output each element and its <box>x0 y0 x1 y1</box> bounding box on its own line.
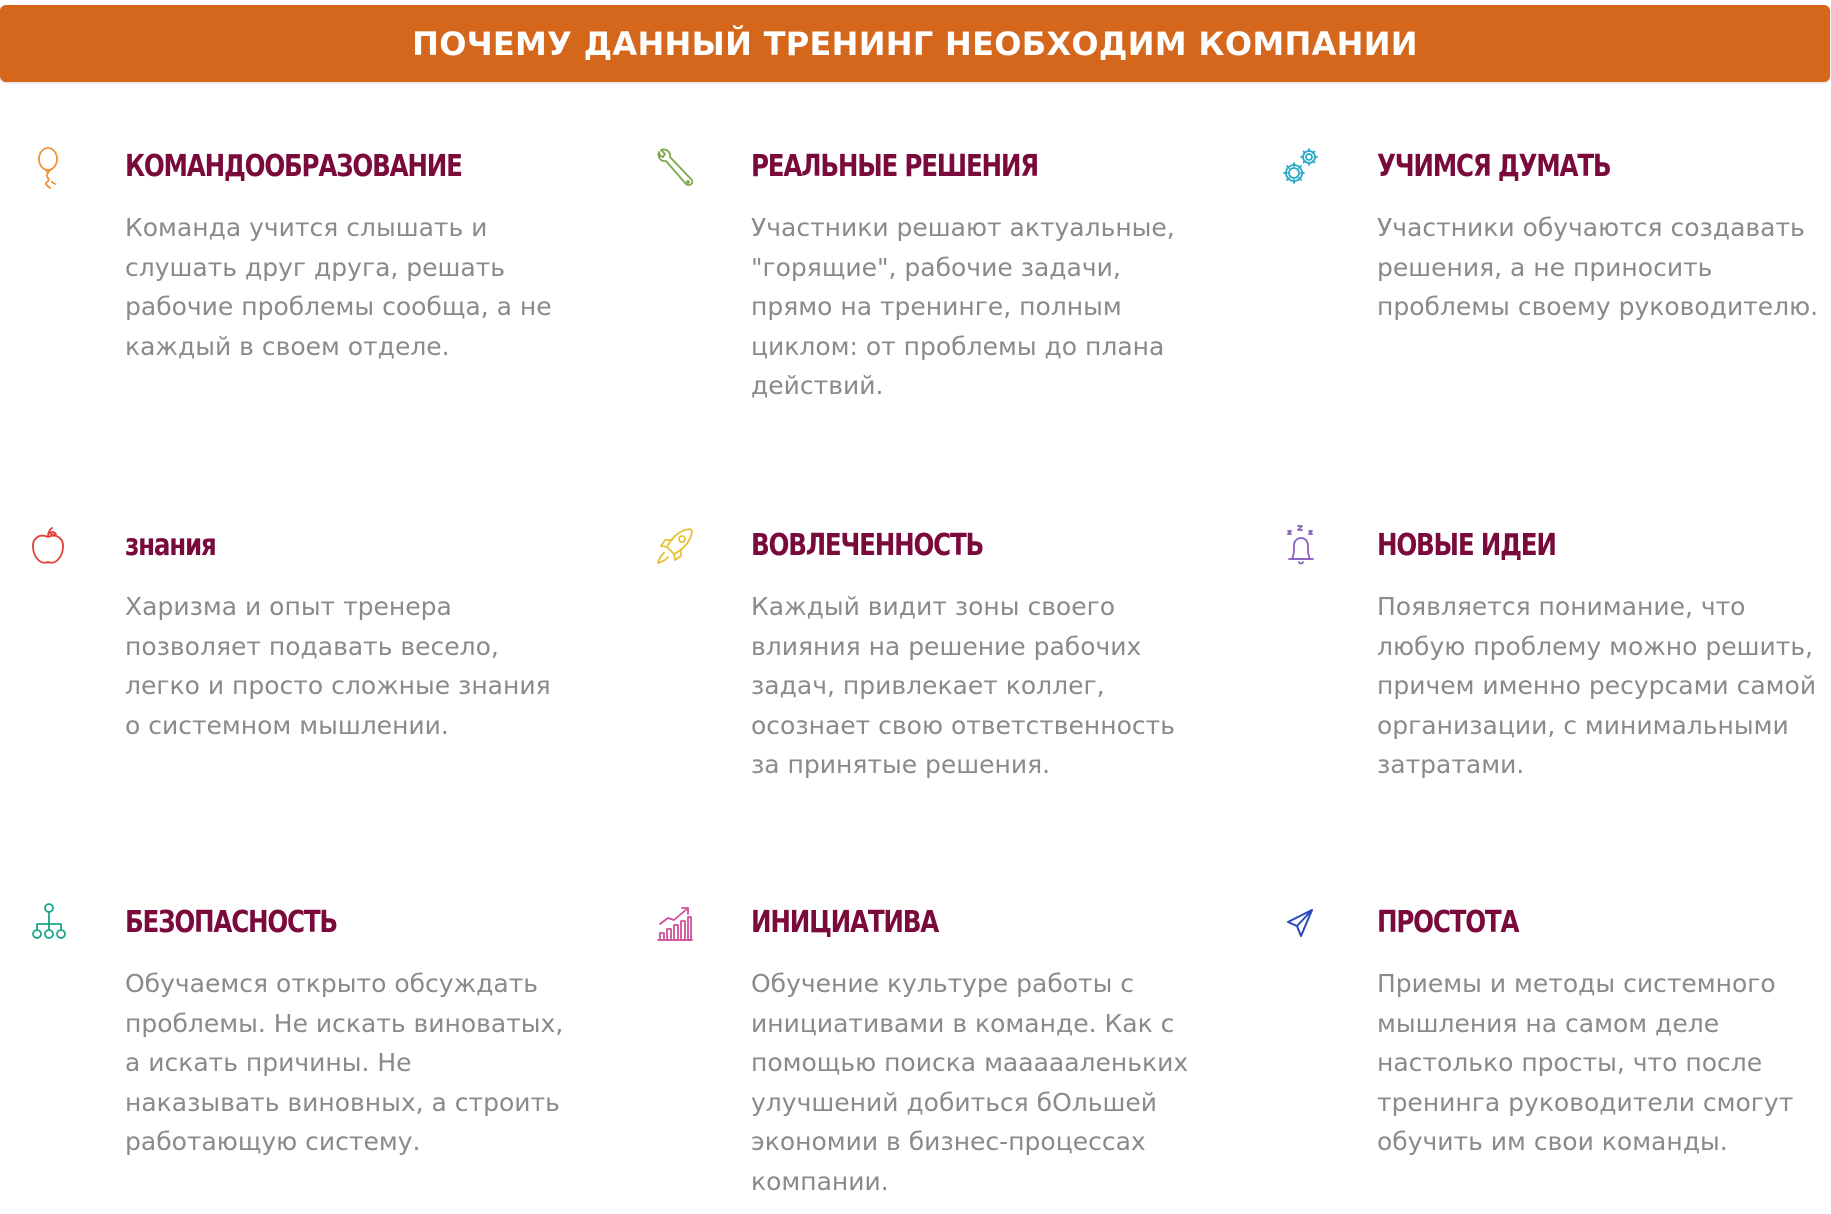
feature-title: УЧИМСЯ ДУМАТЬ <box>1377 149 1611 184</box>
feature-description: Участники решают актуальные, "горящие", рабочие задачи, прямо на тренинге, полным циклом: от проблемы до плана действий. <box>751 213 1175 400</box>
feature-description: Команда учится слышать и слушать друг друга, решать рабочие проблемы сообща, а не каждый в своем отделе. <box>125 213 552 361</box>
bell-zzz-icon <box>1278 523 1324 569</box>
section-header-banner <box>0 5 1830 82</box>
wrench-icon <box>652 144 698 190</box>
feature-title: РЕАЛЬНЫЕ РЕШЕНИЯ <box>751 149 1038 184</box>
feature-description: Обучение культуре работы с инициативами в команде. Как с помощью поиска маааааленьких улучшений добиться бОльшей экономии в бизнес-процессах компании. <box>751 969 1189 1196</box>
feature-description: Обучаемся открыто обсуждать проблемы. Не искать виноватых, а искать причины. Не наказывать виновных, а строить работающую систему. <box>125 969 564 1156</box>
feature-title: КОМАНДООБРАЗОВАНИЕ <box>125 149 462 184</box>
feature-title: ПРОСТОТА <box>1377 905 1519 940</box>
feature-title: знания <box>125 528 216 563</box>
hierarchy-icon <box>26 900 72 946</box>
apple-icon <box>26 523 72 569</box>
feature-description: Появляется понимание, что любую проблему можно решить, причем именно ресурсами самой организации, с минимальными затратами. <box>1377 592 1817 779</box>
feature-description: Участники обучаются создавать решения, а не приносить проблемы своему руководителю. <box>1377 213 1819 321</box>
paper-plane-icon <box>1278 900 1324 946</box>
feature-title: БЕЗОПАСНОСТЬ <box>125 905 337 940</box>
feature-description: Каждый видит зоны своего влияния на решение рабочих задач, привлекает коллег, осознает свою ответственность за принятые решения. <box>751 592 1175 779</box>
balloon-icon <box>26 144 72 190</box>
section-title: ПОЧЕМУ ДАННЫЙ ТРЕНИНГ НЕОБХОДИМ КОМПАНИИ <box>412 24 1418 63</box>
growth-chart-icon <box>652 900 698 946</box>
feature-title: НОВЫЕ ИДЕИ <box>1377 528 1556 563</box>
rocket-icon <box>652 523 698 569</box>
feature-description: Приемы и методы системного мышления на самом деле настолько просты, что после тренинга руководители смогут обучить им свои команды. <box>1377 969 1794 1156</box>
feature-description: Харизма и опыт тренера позволяет подавать весело, легко и просто сложные знания о системном мышлении. <box>125 592 551 740</box>
gears-icon <box>1278 144 1324 190</box>
feature-title: ИНИЦИАТИВА <box>751 905 939 940</box>
feature-title: ВОВЛЕЧЕННОСТЬ <box>751 528 984 563</box>
